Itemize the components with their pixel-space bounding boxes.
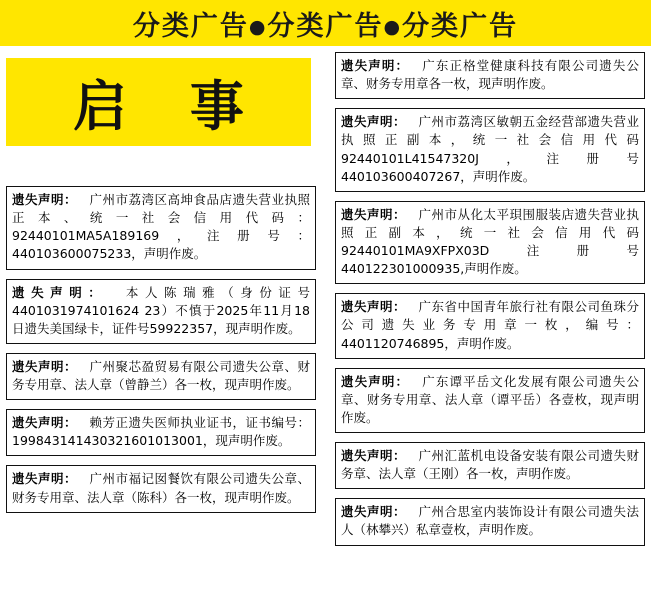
banner-segment: 分类广告 <box>267 10 384 42</box>
notice-lead-label: 遗失声明： <box>12 415 77 431</box>
notice-lead-label: 遗失声明： <box>12 192 77 207</box>
notices-column-left <box>6 186 316 522</box>
notice-item <box>335 442 645 489</box>
notice-item <box>335 368 645 433</box>
notices-column-right <box>335 52 645 555</box>
masthead-title-block <box>6 58 311 146</box>
notice-body-text: 广州汇蓝机电设备安装有限公司遗失财务章、法人章（王刚）各一枚，声明作废。 <box>341 448 639 482</box>
notice-lead-label: 遗失声明： <box>12 358 77 374</box>
notice-lead-label: 遗失声明： <box>341 504 406 520</box>
banner-segment: 分类广告 <box>132 10 249 42</box>
notice-item <box>6 409 316 456</box>
notice-lead-label: 遗失声明： <box>341 114 406 130</box>
notice-item <box>335 108 645 192</box>
notice-item <box>335 293 645 358</box>
notice-lead-label: 遗失声明： <box>341 58 410 73</box>
notice-item <box>6 186 316 270</box>
notice-body-text: 本人陈瑞雅（身份证号4401031974101624 23）不慎于2025年11月18日遗失美国绿卡，证件号59922357，现声明作废。 <box>12 284 310 336</box>
notice-lead-label: 遗失声明： <box>12 471 77 487</box>
classified-ads-banner <box>0 0 651 46</box>
notice-body-text: 赖芳正遗失医师执业证书，证书编号：199843141430321601013001，现声明作废。 <box>12 415 310 449</box>
notice-item <box>6 465 316 512</box>
notice-item <box>335 52 645 99</box>
notice-body-text: 广州聚芯盈贸易有限公司遗失公章、财务专用章、法人章（曾静兰）各一枚，现声明作废。 <box>12 358 310 392</box>
notice-body-text: 广州市荔湾区高坤食品店遗失营业执照正本、统一社会信用代码：92440101MA5A189169，注册号：440103600075233，声明作废。 <box>12 192 310 262</box>
page-title: 启 事 <box>73 73 266 138</box>
notice-body-text: 广州市福记囡餐饮有限公司遗失公章、财务专用章、法人章（陈科）各一枚，现声明作废。 <box>12 471 310 505</box>
bullet-icon: ● <box>248 15 268 38</box>
notice-body-text: 广州市荔湾区敏朝五金经营部遗失营业执照正副本，统一社会信用代码92440101L41547320J，注册号440103600407267，声明作废。 <box>341 114 639 184</box>
banner-segment: 分类广告 <box>402 10 519 42</box>
banner-title <box>133 4 518 43</box>
notice-item <box>335 201 645 285</box>
notice-lead-label: 遗失声明： <box>341 373 410 389</box>
notice-item <box>6 279 316 344</box>
notice-body-text: 广东省中国青年旅行社有限公司鱼珠分公司遗失业务专用章一枚，编号：4401120746895，声明作废。 <box>341 299 639 351</box>
notice-lead-label: 遗失声明： <box>341 299 406 315</box>
notice-body-text: 广东正格堂健康科技有限公司遗失公章、财务专用章各一枚，现声明作废。 <box>341 58 639 92</box>
notice-body-text: 广州市从化太平珼围服装店遗失营业执照正副本，统一社会信用代码92440101MA9XFPX03D注册号440122301000935,声明作废。 <box>341 206 639 277</box>
notice-item <box>6 353 316 400</box>
notice-body-text: 广州合思室内装饰设计有限公司遗失法人（林攀兴）私章壹枚，声明作废。 <box>341 504 639 538</box>
notice-lead-label: 遗失声明： <box>12 284 108 300</box>
notice-lead-label: 遗失声明： <box>341 448 406 463</box>
bullet-icon: ● <box>383 15 403 38</box>
notice-item <box>335 498 645 545</box>
notice-lead-label: 遗失声明： <box>341 206 406 222</box>
notice-body-text: 广东谭平岳文化发展有限公司遗失公章、财务专用章、法人章（谭平岳）各壹枚，现声明作废。 <box>341 373 639 425</box>
